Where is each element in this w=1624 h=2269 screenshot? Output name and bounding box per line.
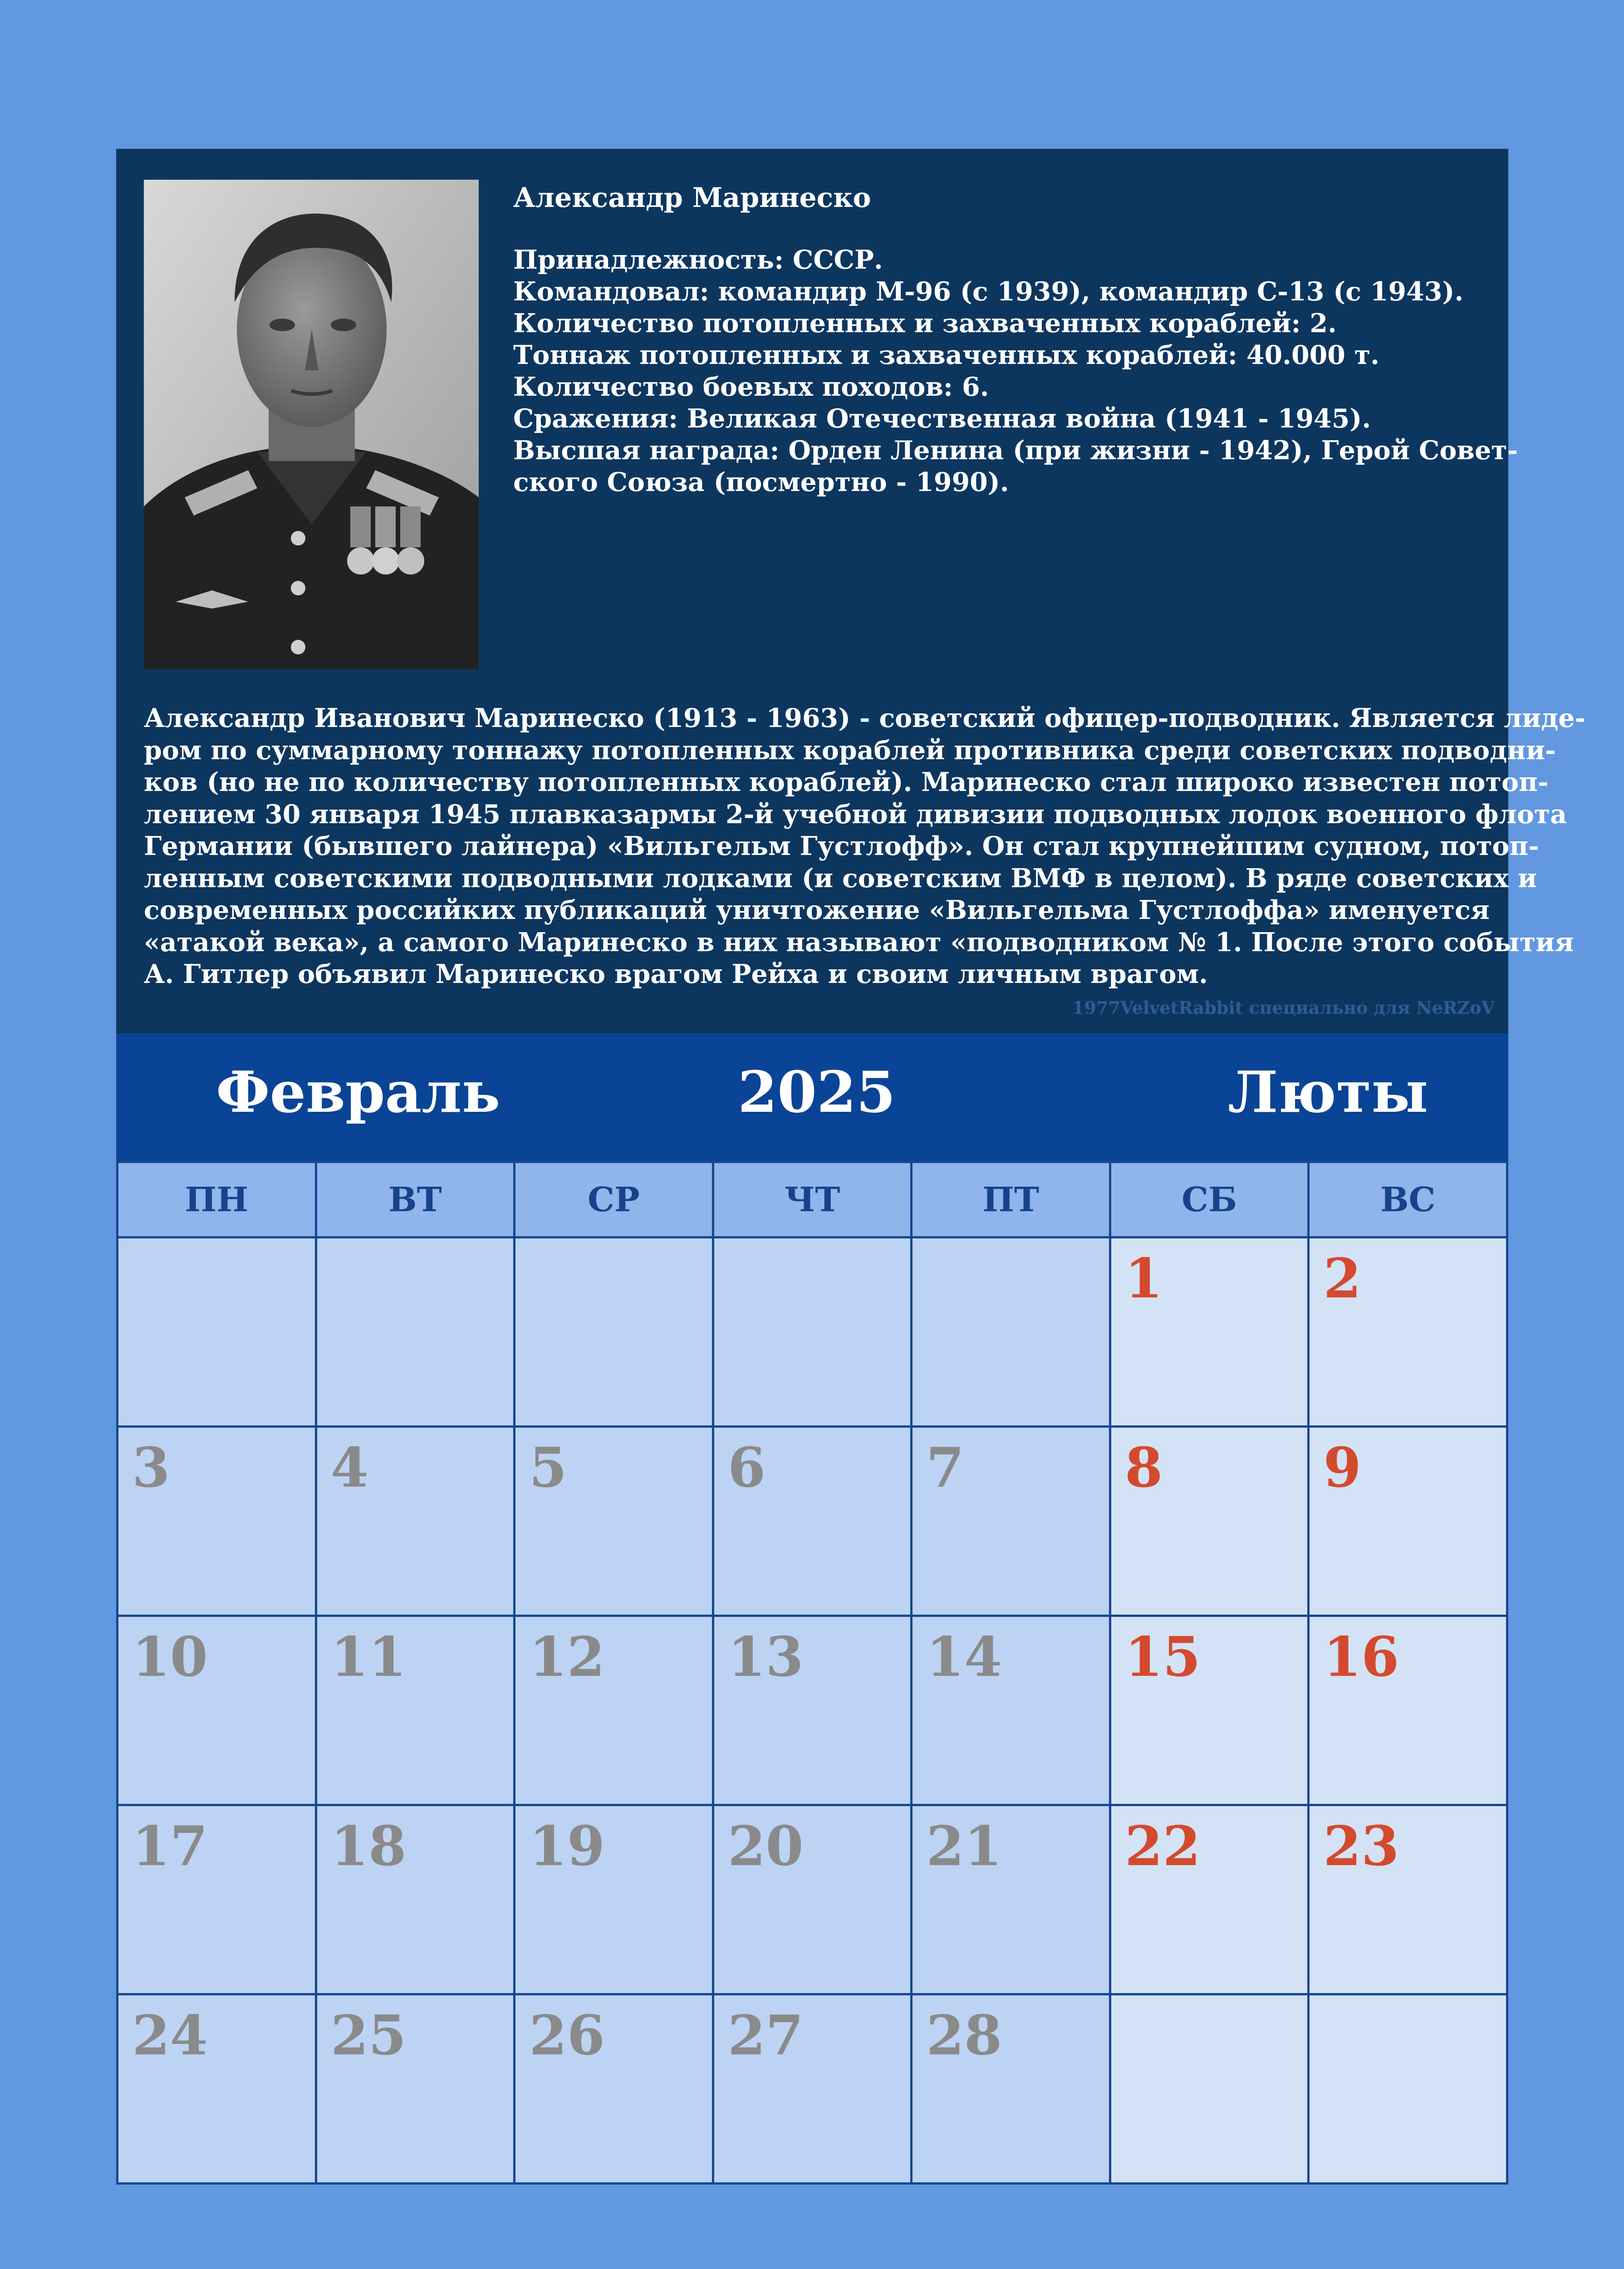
fact-line: Тоннаж потопленных и захваченных кораблей: 40.000 т. xyxy=(513,340,1379,370)
day-cell xyxy=(714,1617,913,1806)
day-cell xyxy=(1310,1806,1508,1995)
day-cell xyxy=(515,1995,714,2185)
day-cell xyxy=(515,1238,714,1428)
day-cell xyxy=(913,1806,1111,1995)
day-cell xyxy=(515,1428,714,1617)
day-number: 8 xyxy=(1124,1436,1163,1500)
day-cell xyxy=(515,1806,714,1995)
day-number: 14 xyxy=(926,1625,1002,1689)
day-cell xyxy=(1111,1806,1310,1995)
day-cell xyxy=(317,1806,516,1995)
day-number: 24 xyxy=(132,2004,208,2068)
day-number: 19 xyxy=(529,1814,605,1878)
day-number: 27 xyxy=(727,2004,804,2068)
day-number: 12 xyxy=(529,1625,605,1689)
biography-line: лением 30 января 1945 плавказармы 2-й учебной дивизии подводных лодок военного флота xyxy=(144,799,1567,830)
day-cell xyxy=(1111,1617,1310,1806)
day-number: 1 xyxy=(1124,1247,1163,1311)
day-cell xyxy=(1310,1995,1508,2185)
day-cell xyxy=(118,1806,317,1995)
day-number: 20 xyxy=(727,1814,804,1878)
day-number: 17 xyxy=(132,1814,208,1878)
day-cell xyxy=(317,1428,516,1617)
day-cell xyxy=(1111,1995,1310,2185)
day-number: 18 xyxy=(330,1814,407,1878)
day-number: 22 xyxy=(1124,1814,1201,1878)
day-cell xyxy=(118,1995,317,2185)
biography-line: А. Гитлер объявил Маринеско врагом Рейха и своим личным врагом. xyxy=(144,959,1208,989)
day-cell xyxy=(714,1238,913,1428)
day-cell xyxy=(1111,1428,1310,1617)
day-cell xyxy=(118,1238,317,1428)
day-number: 6 xyxy=(727,1436,766,1500)
biography-text xyxy=(144,702,1586,991)
biography-line: Германии (бывшего лайнера) «Вильгельм Густлофф». Он стал крупнейшим судном, потоп- xyxy=(144,831,1539,861)
day-number: 25 xyxy=(330,2004,407,2068)
weekday-header: ВС xyxy=(1310,1163,1508,1238)
person-name: Александр Маринеско xyxy=(513,182,871,214)
biography-line: ром по суммарному тоннажу потопленных кораблей противника среди советских подводни- xyxy=(144,735,1556,766)
day-cell xyxy=(1111,1238,1310,1428)
day-number: 23 xyxy=(1323,1814,1399,1878)
day-number: 10 xyxy=(132,1625,208,1689)
weekday-header: ПТ xyxy=(913,1163,1111,1238)
day-cell xyxy=(714,1428,913,1617)
weekday-header: ПН xyxy=(118,1163,317,1238)
day-cell xyxy=(1310,1428,1508,1617)
month-name-belarusian: Люты xyxy=(1228,1059,1428,1125)
day-number: 16 xyxy=(1323,1625,1399,1689)
day-cell xyxy=(118,1428,317,1617)
day-number: 28 xyxy=(926,2004,1002,2068)
biography-panel xyxy=(116,149,1586,1033)
fact-line: Принадлежность: СССР. xyxy=(513,245,883,275)
biography-line: современных российких публикаций уничтожение «Вильгельма Густлоффа» именуется xyxy=(144,895,1490,925)
day-number: 9 xyxy=(1323,1436,1361,1500)
portrait-photo xyxy=(144,180,479,669)
day-cell xyxy=(1310,1617,1508,1806)
day-number: 26 xyxy=(529,2004,605,2068)
day-cell xyxy=(118,1617,317,1806)
fact-line: ского Союза (посмертно - 1990). xyxy=(513,467,1009,497)
year-label: 2025 xyxy=(738,1059,896,1125)
day-cell xyxy=(913,1428,1111,1617)
fact-line: Высшая награда: Орден Ленина (при жизни - 1942), Герой Совет- xyxy=(513,435,1518,466)
fact-line: Количество боевых походов: 6. xyxy=(513,372,989,402)
day-cell xyxy=(913,1995,1111,2185)
day-cell xyxy=(317,1995,516,2185)
day-cell xyxy=(714,1995,913,2185)
calendar-grid xyxy=(116,1161,1508,2185)
weekday-header: ВТ xyxy=(317,1163,516,1238)
weekday-header: СБ xyxy=(1111,1163,1310,1238)
day-number: 13 xyxy=(727,1625,804,1689)
day-cell xyxy=(913,1238,1111,1428)
day-cell xyxy=(317,1238,516,1428)
day-cell xyxy=(317,1617,516,1806)
day-number: 5 xyxy=(529,1436,567,1500)
day-number: 11 xyxy=(330,1625,407,1689)
biography-line: ленным советскими подводными лодками (и советским ВМФ в целом). В ряде советских и xyxy=(144,863,1537,894)
weekday-header: ЧТ xyxy=(714,1163,913,1238)
day-cell xyxy=(1310,1238,1508,1428)
calendar-page xyxy=(116,149,1586,2185)
day-number: 2 xyxy=(1323,1247,1361,1311)
fact-line: Количество потопленных и захваченных кораблей: 2. xyxy=(513,308,1337,339)
fact-line: Командовал: командир М-96 (с 1939), командир С-13 (с 1943). xyxy=(513,276,1464,307)
biography-line: «атакой века», а самого Маринеско в них называют «подводником № 1. После этого события xyxy=(144,927,1574,958)
day-number: 4 xyxy=(330,1436,369,1500)
day-cell xyxy=(714,1806,913,1995)
weekday-header: СР xyxy=(515,1163,714,1238)
day-number: 15 xyxy=(1124,1625,1201,1689)
credit-watermark: 1977VelvetRabbit специально для NeRZoV xyxy=(1072,997,1495,1018)
month-header xyxy=(116,1033,1508,1161)
month-name-russian: Февраль xyxy=(216,1059,500,1125)
biography-line: ков (но не по количеству потопленных кораблей). Маринеско стал широко известен потоп- xyxy=(144,767,1549,797)
biography-line: Александр Иванович Маринеско (1913 - 1963) - советский офицер-подводник. Является лиде- xyxy=(144,703,1586,733)
day-cell xyxy=(515,1617,714,1806)
day-number: 7 xyxy=(926,1436,964,1500)
day-number: 3 xyxy=(132,1436,170,1500)
facts-list xyxy=(513,244,1518,498)
day-cell xyxy=(913,1617,1111,1806)
fact-line: Сражения: Великая Отечественная война (1941 - 1945). xyxy=(513,403,1371,434)
day-number: 21 xyxy=(926,1814,1002,1878)
